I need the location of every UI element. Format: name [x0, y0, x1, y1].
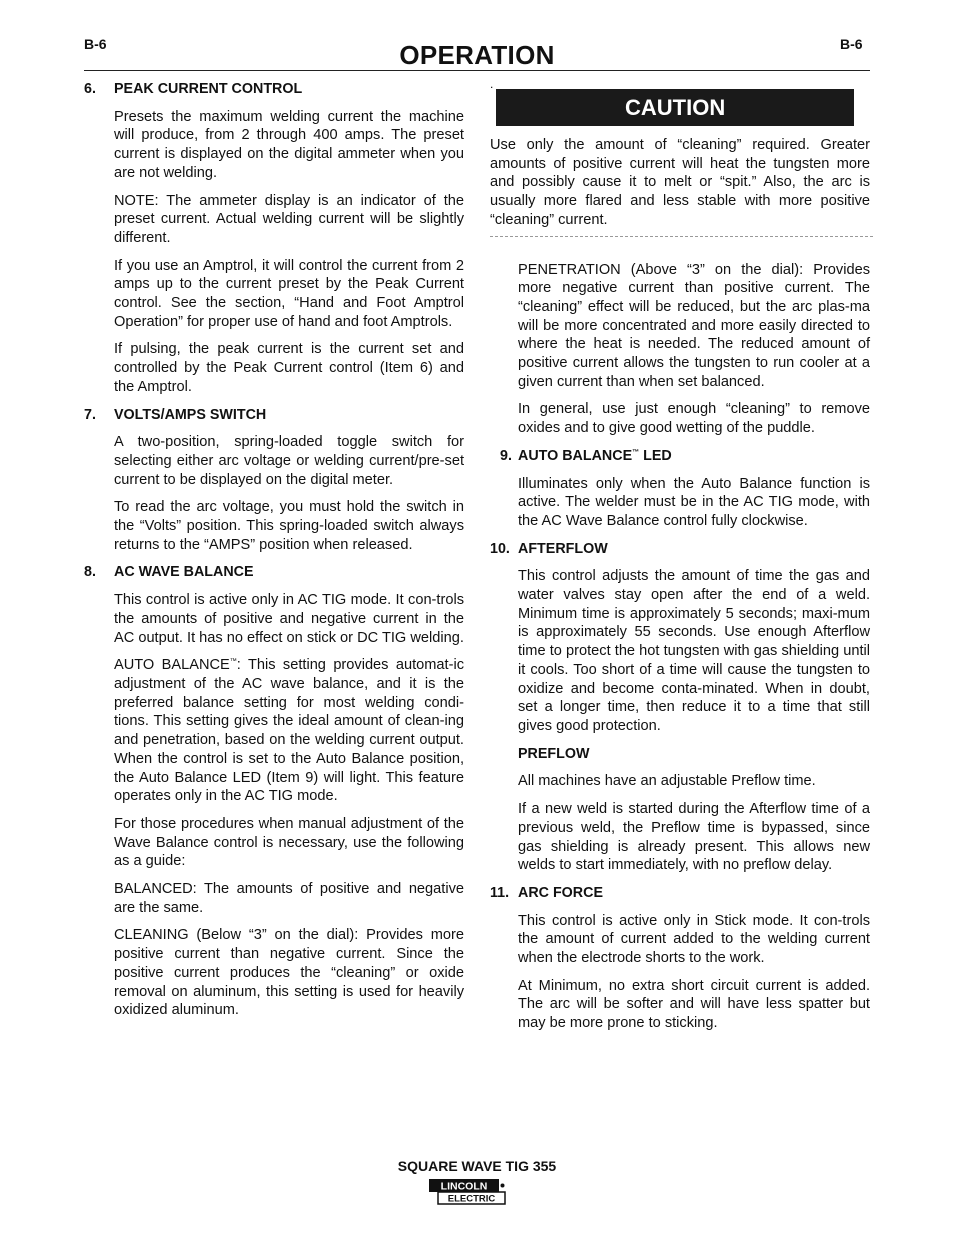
caution-divider	[490, 236, 873, 237]
paragraph: If you use an Amptrol, it will control the current from 2 amps up to the current preset by the Peak Current control. See the section, “Hand and Foot Amptrol Operation” for proper use of hand and foot Amptrols.	[114, 257, 464, 330]
subsection-heading: PREFLOW	[518, 745, 590, 762]
paragraph: BALANCED: The amounts of positive and negative are the same.	[114, 881, 464, 916]
paragraph: A two-position, spring-loaded toggle switch for selecting either arc voltage or welding current/pre-set current to be displayed on the digital meter.	[114, 434, 464, 488]
page-number-left: B-6	[84, 36, 107, 52]
section-heading: 9. AUTO BALANCE™ LED	[500, 447, 672, 464]
section-afterflow	[490, 540, 870, 875]
paragraph: This control is active only in AC TIG mode. It con-trols the amounts of positive and negative current in the AC output. It has no effect on stick or DC TIG welding.	[114, 592, 464, 646]
right-column	[490, 77, 870, 1033]
section-heading: 6. PEAK CURRENT CONTROL	[84, 81, 303, 97]
section-heading: 7. VOLTS/AMPS SWITCH	[84, 406, 267, 423]
section-heading: 11. ARC FORCE	[490, 884, 603, 901]
paragraph: Illuminates only when the Auto Balance function is active. The welder must be in the AC TIG mode, with the AC Wave Balance control fully clockwise.	[518, 475, 870, 529]
caution-banner: CAUTION	[496, 89, 854, 126]
section-peak-current	[84, 80, 464, 397]
page-title: OPERATION	[399, 40, 555, 70]
section-ac-wave-balance	[84, 563, 464, 1019]
svg-text:ELECTRIC: ELECTRIC	[447, 1193, 496, 1205]
caution-marker: .	[490, 77, 494, 91]
paragraph: NOTE: The ammeter display is an indicator of the preset current. Actual welding current will be slightly different.	[114, 192, 464, 246]
paragraph: Presets the maximum welding current the machine will produce, from 2 through 400 amps. The preset current is displayed on the digital ammeter when you are not welding.	[114, 108, 464, 181]
header-rule	[84, 70, 870, 71]
section-volts-amps	[84, 406, 464, 555]
section-auto-balance-led	[490, 447, 870, 531]
section-heading: 8. AC WAVE BALANCE	[84, 564, 254, 581]
paragraph: AUTO BALANCE™: This setting provides automat-ic adjustment of the AC wave balance, and it is the preferred balance setting for most welding condi-tions. This setting gives the ideal amount of clean-ing and penetration, based on the welding current output. When the control is set to the Auto Balance position, the Auto Balance LED (Item 9) will light. This feature operates only in the AC TIG mode.	[114, 657, 464, 805]
paragraph: For those procedures when manual adjustment of the Wave Balance control is necessary, use the following as a guide:	[114, 815, 464, 870]
caution-text: Use only the amount of “cleaning” required. Greater amounts of positive current will heat the tungsten more and possibly cause it to melt or “spit.” Also, the arc is usually more flared and less stable with more positive “cleaning” current.	[490, 137, 870, 228]
paragraph: PENETRATION (Above “3” on the dial): Provides more negative current than positive current. The “cleaning” effect will be reduced, but the arc plas-ma will be more concentrated and more easily directed to where the heat is needed. The reduced amount of positive current allows the tungsten to run cooler at a given current than when set balanced.	[518, 261, 870, 390]
footer-model-name: SQUARE WAVE TIG 355	[397, 1158, 557, 1174]
paragraph: In general, use just enough “cleaning” to remove oxides and to give good wetting of the puddle.	[518, 401, 870, 437]
paragraph: All machines have an adjustable Preflow time.	[518, 773, 816, 790]
paragraph: If pulsing, the peak current is the current set and controlled by the Peak Current control (Item 6) and the Amptrol.	[114, 341, 464, 395]
paragraph: CLEANING (Below “3” on the dial): Provides more positive current than negative current. Since the positive current produces the “cleaning” or oxide removal on aluminum, this setting is used for heavily oxidized aluminum.	[114, 927, 464, 1019]
paragraph: To read the arc voltage, you must hold the switch in the “Volts” position. This spring-loaded switch always returns to the “AMPS” position when released.	[114, 499, 464, 553]
paragraph: This control adjusts the amount of time the gas and water valves stay open after the end of a weld. Minimum time is approximately 5 seconds; maxi-mum is approximately 55 seconds. Use enough Afterflow time to protect the hot tungsten with gas shielding until it cools. Too short of a time will cause the tungsten to oxidize and become conta-minated. When in doubt, set a longer time, then reduce it to a time that still gives good protection.	[518, 568, 870, 734]
left-column	[84, 80, 464, 1020]
paragraph: If a new weld is started during the Afterflow time of a previous weld, the Preflow time is bypassed, since gas shielding is already present. This allows new welds to start immediately, with no preflow delay.	[518, 801, 870, 874]
page-number-right: B-6	[840, 36, 863, 52]
paragraph: At Minimum, no extra short circuit current is added. The arc will be softer and will have less spatter but may be more prone to sticking.	[518, 977, 870, 1032]
section-arc-force	[490, 884, 870, 1033]
lincoln-electric-logo	[428, 1178, 506, 1206]
section-heading: 10. AFTERFLOW	[490, 540, 608, 557]
svg-text:LINCOLN: LINCOLN	[440, 1180, 488, 1193]
paragraph: This control is active only in Stick mode. It con-trols the amount of current added to the welding current when the electrode shorts to the work.	[518, 912, 870, 967]
